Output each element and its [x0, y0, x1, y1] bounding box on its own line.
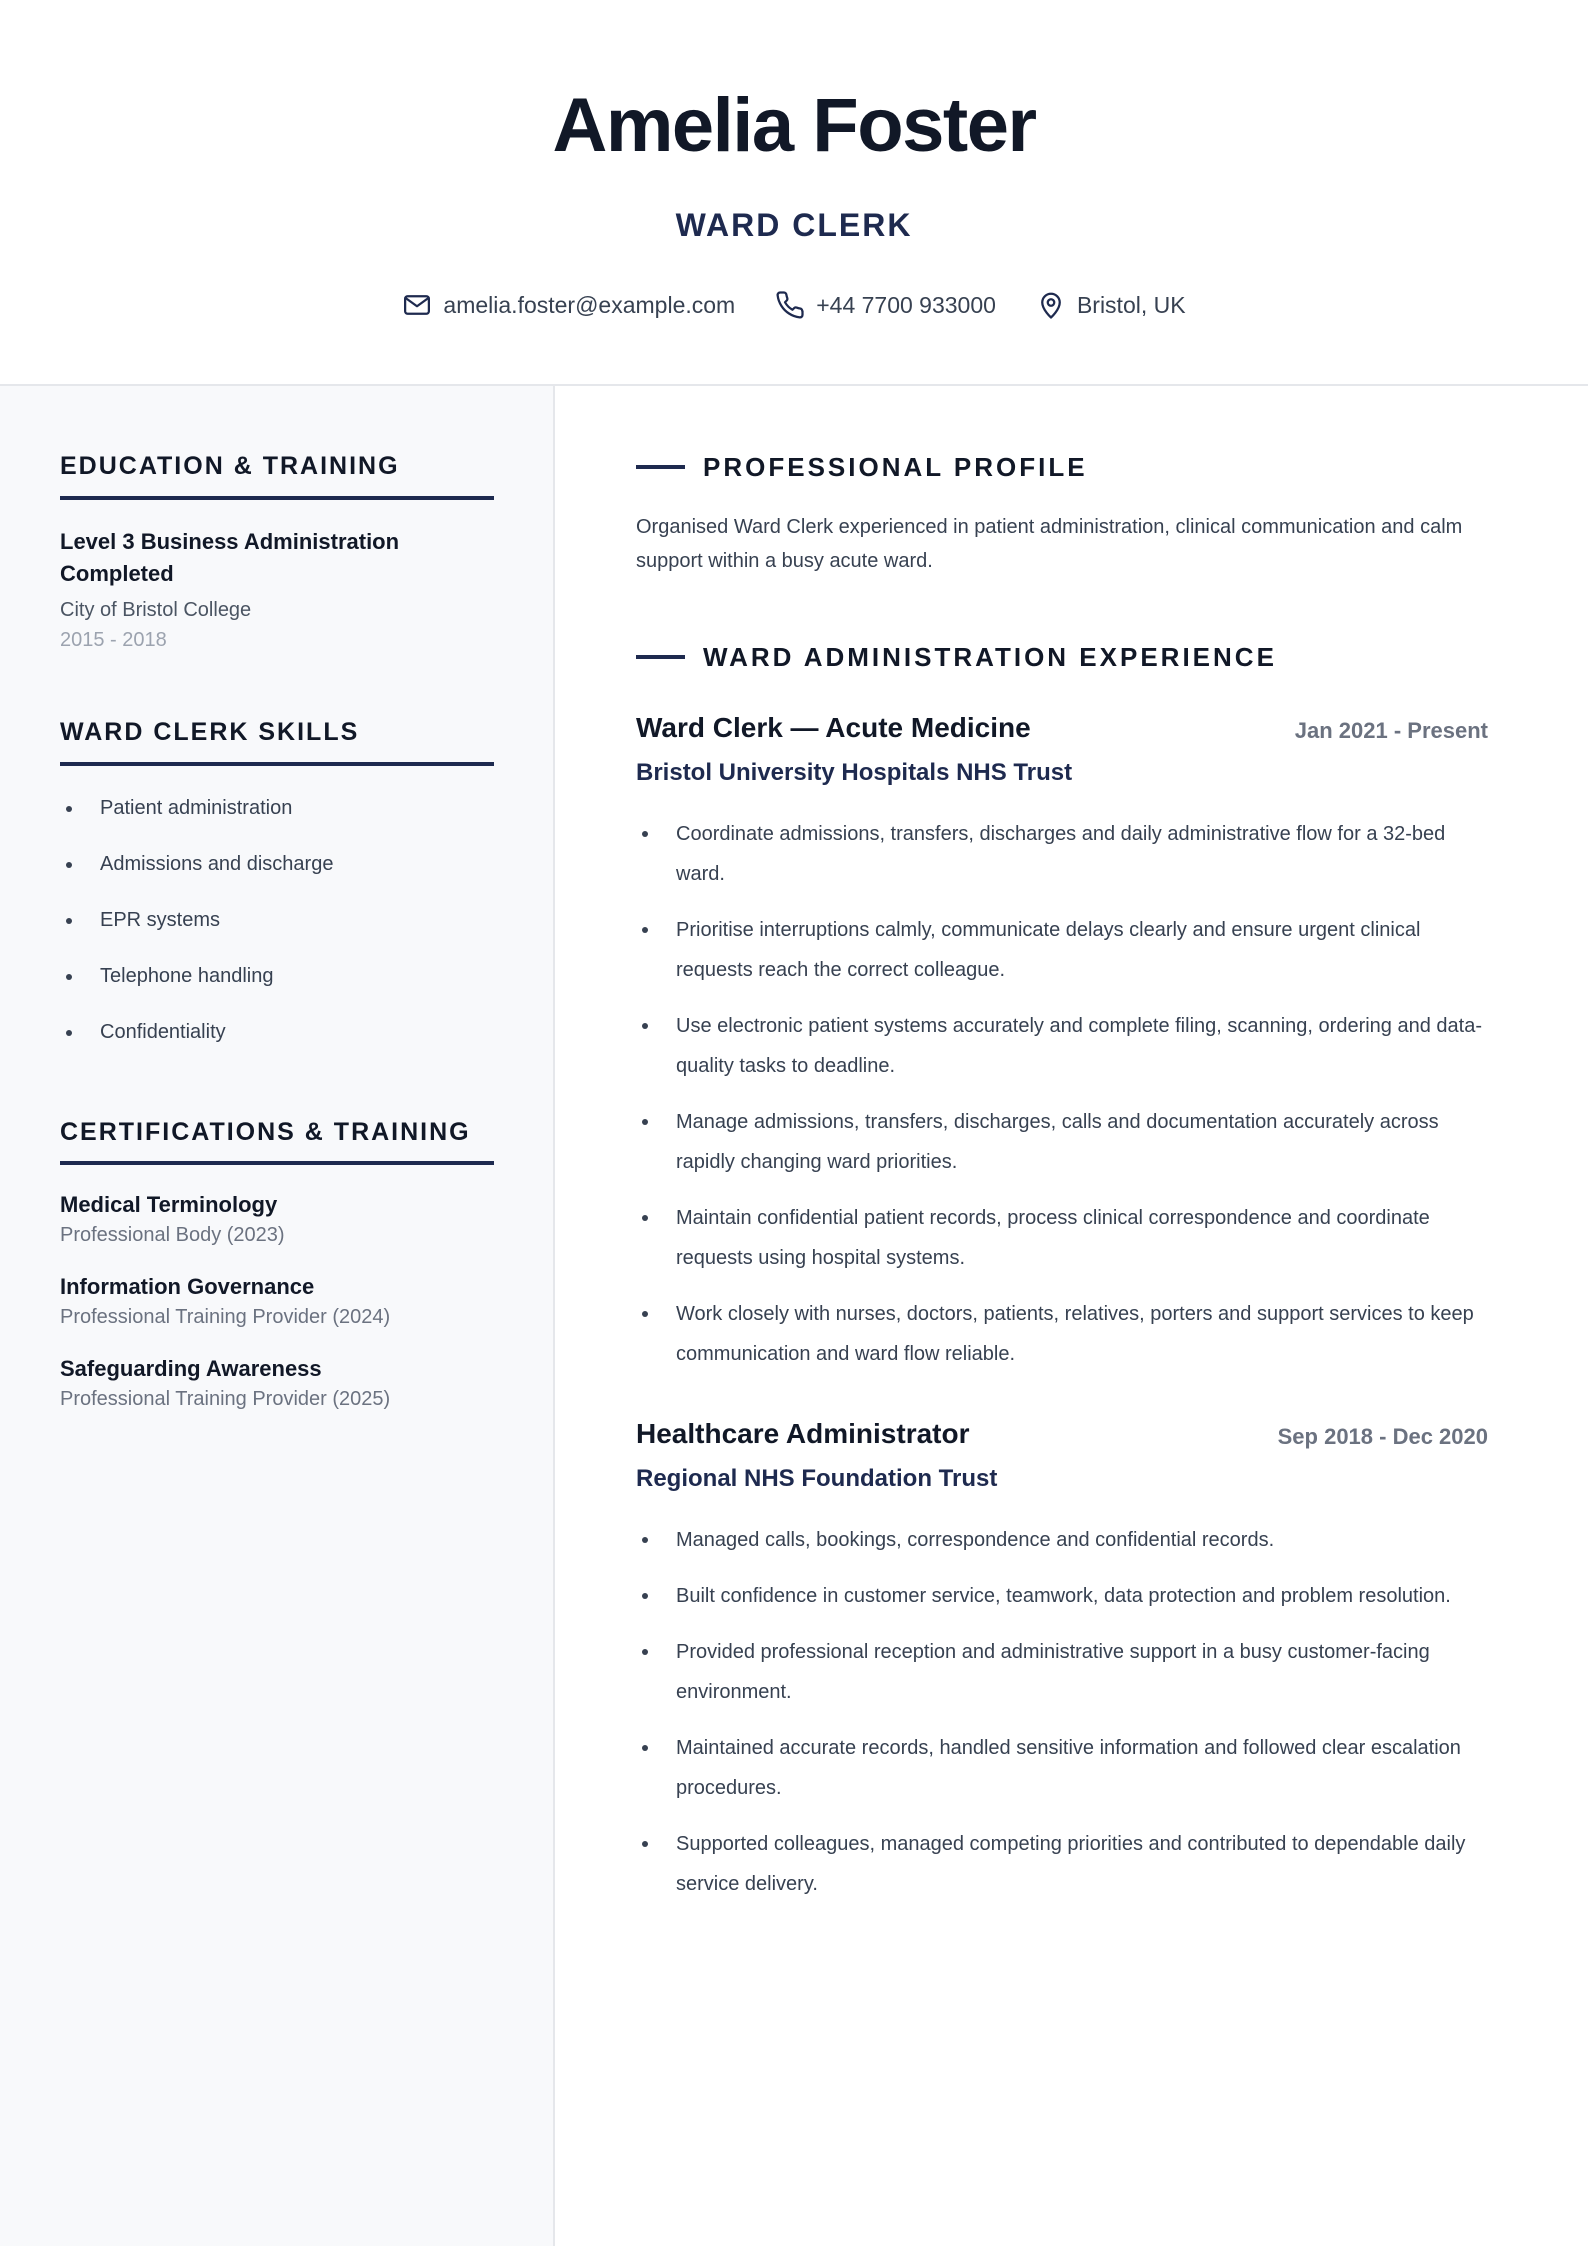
- skills-heading: WARD CLERK SKILLS: [60, 718, 360, 746]
- education-title: Level 3 Business Administration Completed: [60, 529, 400, 586]
- job-organisation: Bristol University Hospitals NHS Trust: [636, 759, 1073, 786]
- candidate-name: Amelia Foster: [552, 83, 1036, 168]
- certification-name: Information Governance: [60, 1274, 315, 1299]
- skills-divider: [60, 762, 494, 766]
- experience-heading-text: WARD ADMINISTRATION EXPERIENCE: [703, 642, 1277, 672]
- certification-item: [60, 1190, 285, 1250]
- education-school: City of Bristol College: [60, 599, 252, 621]
- responsibility-item: Maintained accurate records, handled sensitive information and followed clear escalation procedures.: [636, 1728, 1488, 1808]
- responsibility-item: Manage admissions, transfers, discharges, calls and documentation accurately across rapidly changing ward priorities.: [636, 1102, 1488, 1182]
- skill-item: Confidentiality: [60, 1018, 333, 1074]
- contact-email[interactable]: [402, 290, 735, 320]
- candidate-role: WARD CLERK: [675, 207, 913, 243]
- certification-provider: Professional Training Provider (2024): [60, 1306, 391, 1328]
- job-title: Ward Clerk — Acute Medicine: [636, 712, 1031, 743]
- certification-provider: Professional Body (2023): [60, 1224, 285, 1246]
- responsibility-item: Built confidence in customer service, teamwork, data protection and problem resolution.: [636, 1576, 1488, 1616]
- contact-location: [1036, 290, 1186, 320]
- responsibility-item: Maintain confidential patient records, process clinical correspondence and coordinate requests using hospital systems.: [636, 1198, 1488, 1278]
- contact-phone-text: +44 7700 933000: [816, 291, 996, 318]
- skills-list: [60, 794, 333, 1074]
- skill-item: Admissions and discharge: [60, 850, 333, 906]
- phone-icon: [775, 290, 805, 320]
- contact-location-text: Bristol, UK: [1076, 291, 1186, 318]
- responsibility-item: Supported colleagues, managed competing priorities and contributed to dependable daily service delivery.: [636, 1824, 1488, 1904]
- job-responsibilities: [636, 1520, 1488, 1920]
- responsibility-item: Provided professional reception and administrative support in a busy customer-facing environment.: [636, 1632, 1488, 1712]
- skill-item: EPR systems: [60, 906, 333, 962]
- certifications-divider: [60, 1161, 494, 1165]
- certification-name: Safeguarding Awareness: [60, 1356, 322, 1381]
- education-heading: EDUCATION & TRAINING: [60, 452, 400, 480]
- responsibility-item: Prioritise interruptions calmly, communicate delays clearly and ensure urgent clinical requests reach the correct colleague.: [636, 910, 1488, 990]
- responsibility-item: Use electronic patient systems accurately and complete filing, scanning, ordering and data-quality tasks to deadline.: [636, 1006, 1488, 1086]
- responsibility-item: Managed calls, bookings, correspondence and confidential records.: [636, 1520, 1488, 1560]
- job-dates: Jan 2021 - Present: [1294, 718, 1488, 743]
- heading-accent-bar: [636, 655, 685, 659]
- certification-name: Medical Terminology: [60, 1192, 278, 1217]
- responsibility-item: Coordinate admissions, transfers, discharges and daily administrative flow for a 32-bed ward.: [636, 814, 1488, 894]
- sidebar: [0, 386, 555, 2246]
- main-content: [555, 386, 1588, 2246]
- contact-bar: [0, 290, 1588, 320]
- job-organisation: Regional NHS Foundation Trust: [636, 1465, 998, 1492]
- experience-section-heading: [636, 644, 1277, 670]
- education-dates: 2015 - 2018: [60, 629, 167, 651]
- certifications-heading: CERTIFICATIONS & TRAINING: [60, 1118, 471, 1146]
- resume-header: [0, 0, 1588, 386]
- profile-section-heading: [636, 454, 1088, 480]
- profile-heading-text: PROFESSIONAL PROFILE: [703, 452, 1088, 482]
- education-divider: [60, 496, 494, 500]
- mail-icon: [402, 290, 432, 320]
- skill-item: Patient administration: [60, 794, 333, 850]
- skill-item: Telephone handling: [60, 962, 333, 1018]
- certification-item: [60, 1272, 390, 1332]
- profile-summary: Organised Ward Clerk experienced in patient administration, clinical communication and calm support within a busy acute ward.: [636, 516, 1463, 572]
- job-title: Healthcare Administrator: [636, 1418, 970, 1449]
- responsibility-item: Work closely with nurses, doctors, patients, relatives, porters and support services to keep communication and ward flow reliable.: [636, 1294, 1488, 1374]
- job-responsibilities: [636, 814, 1488, 1390]
- contact-phone[interactable]: [775, 290, 996, 320]
- heading-accent-bar: [636, 465, 685, 469]
- map-pin-icon: [1036, 290, 1066, 320]
- contact-email-text: amelia.foster@example.com: [443, 291, 736, 318]
- certification-item: [60, 1354, 390, 1414]
- job-dates: Sep 2018 - Dec 2020: [1277, 1424, 1488, 1449]
- certification-provider: Professional Training Provider (2025): [60, 1388, 391, 1410]
